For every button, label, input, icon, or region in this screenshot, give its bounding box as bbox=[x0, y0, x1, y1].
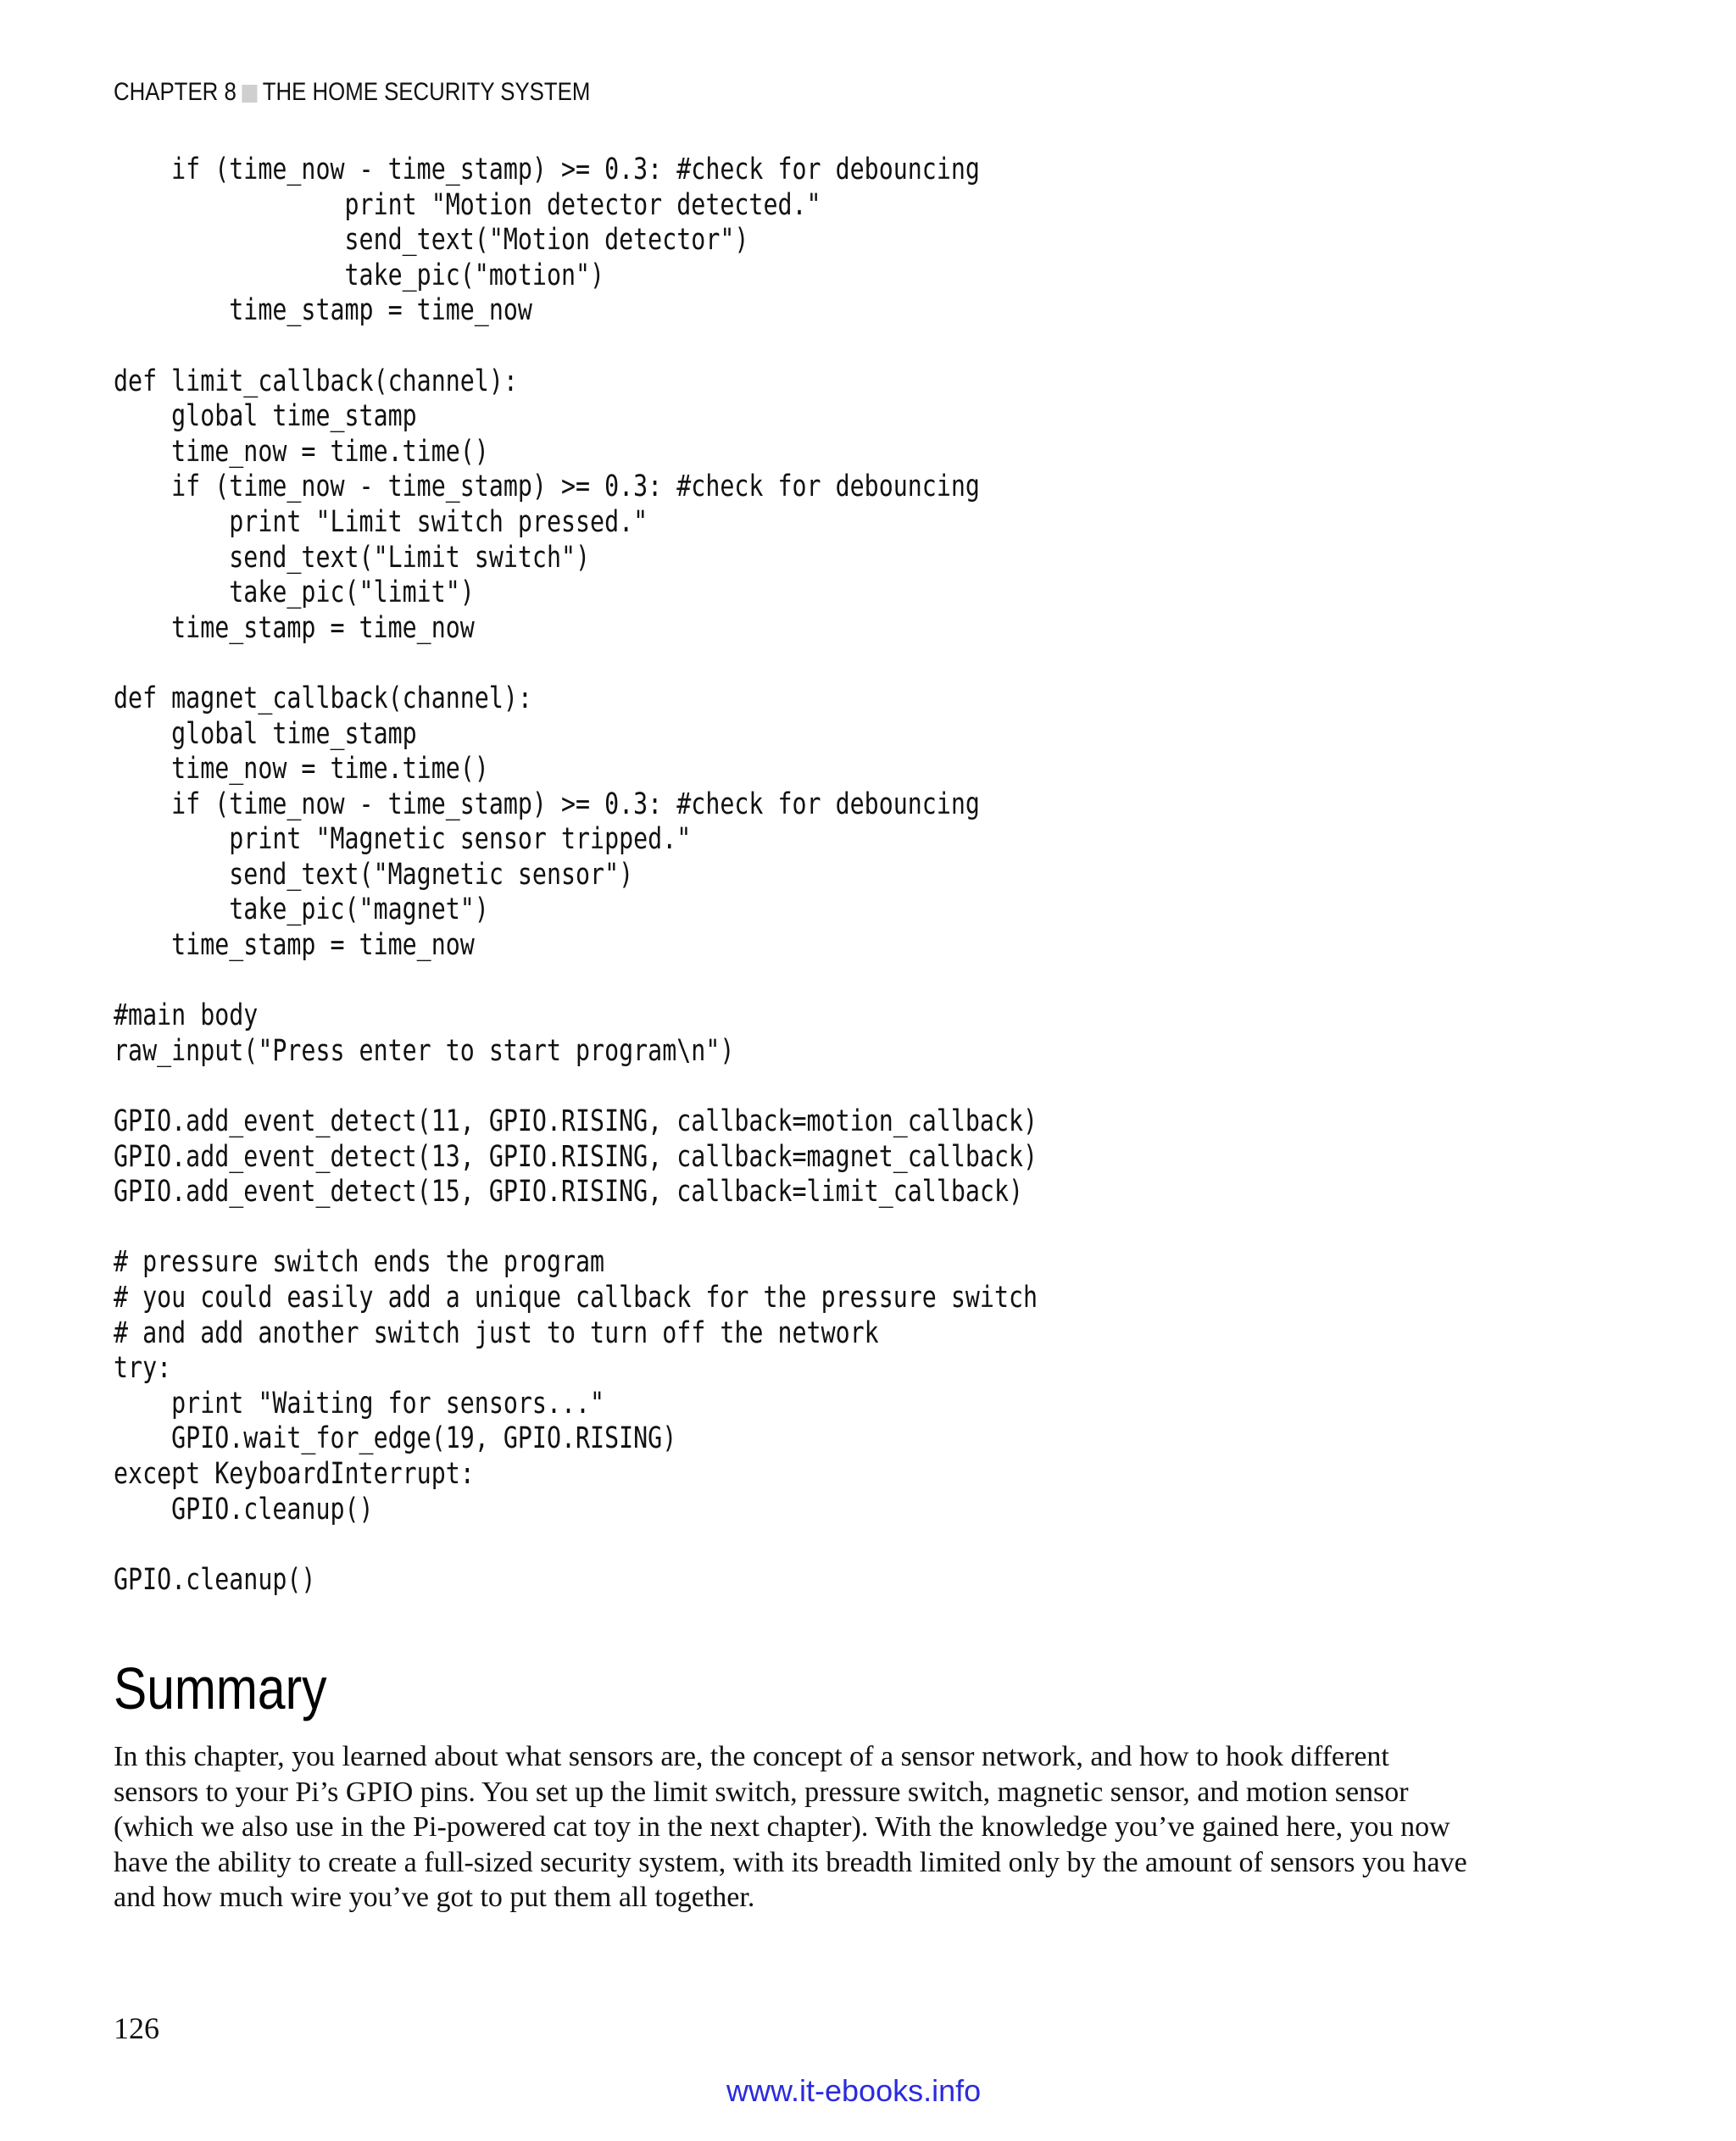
summary-paragraph bbox=[114, 1739, 1605, 1916]
section-heading: Summary bbox=[114, 1655, 327, 1721]
chapter-title: THE HOME SECURITY SYSTEM bbox=[262, 78, 591, 106]
running-head bbox=[114, 78, 590, 107]
header-separator-square bbox=[242, 85, 258, 103]
code-listing: if (time_now - time_stamp) >= 0.3: #check for debouncing print "Motion detector detected." send_text("Motion detector") take_pic("motion") time_stamp = time_now def limit_callback(channel): global time_stamp time_now = time.time() if (time_now - time_stamp) >= 0.3: #check for debouncing print "Limit switch pressed." send_text("Limit switch") take_pic("limit") time_stamp = time_now def magnet_callback(channel): global time_stamp time_now = time.time() if (time_now - time_stamp) >= 0.3: #check for debouncing print "Magnetic sensor tripped." send_text("Magnetic sensor") take_pic("magnet") time_stamp = time_now #main body raw_input("Press enter to start program\n") GPIO.add_event_detect(11, GPIO.RISING, callback=motion_callback) GPIO.add_event_detect(13, GPIO.RISING, callback=magnet_callback) GPIO.add_event_detect(15, GPIO.RISING, callback=limit_callback) # pressure switch ends the program # you could easily add a unique callback for the pressure switch # and add another switch just to turn off the network try: print "Waiting for sensors..." GPIO.wait_for_edge(19, GPIO.RISING) except KeyboardInterrupt: GPIO.cleanup() GPIO.cleanup() bbox=[114, 153, 1038, 1597]
page-number: 126 bbox=[114, 2011, 159, 2045]
summary-line: (which we also use in the Pi-powered cat toy in the next chapter). With the knowledge you’ve gained here, you now bbox=[114, 1811, 1450, 1843]
chapter-label: CHAPTER 8 bbox=[114, 78, 236, 106]
summary-line: sensors to your Pi’s GPIO pins. You set up the limit switch, pressure switch, magnetic sensor, and motion sensor bbox=[114, 1776, 1409, 1808]
summary-line: In this chapter, you learned about what sensors are, the concept of a sensor network, and how to hook different bbox=[114, 1741, 1389, 1772]
summary-line: have the ability to create a full-sized security system, with its breadth limited only by the amount of sensors you have bbox=[114, 1846, 1467, 1878]
footer-website-link[interactable]: www.it-ebooks.info bbox=[726, 2073, 982, 2108]
summary-line: and how much wire you’ve got to put them all together. bbox=[114, 1882, 755, 1913]
